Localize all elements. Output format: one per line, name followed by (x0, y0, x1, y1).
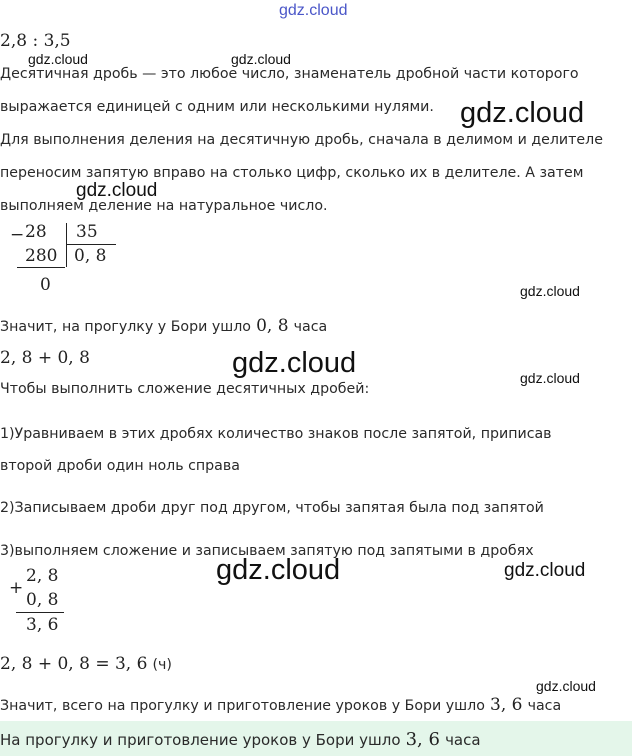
remainder: 0 (40, 275, 51, 295)
addition-intro: Чтобы выполнить сложение десятичных дробей: (0, 381, 370, 397)
addend-2: 0, 8 (26, 590, 59, 610)
watermark: gdz.cloud (231, 51, 291, 67)
divisor: 35 (76, 222, 98, 242)
watermark: gdz.cloud (536, 678, 596, 694)
watermark: gdz.cloud (520, 283, 580, 299)
conclusion-value: 0, 8 (256, 316, 289, 336)
quotient: 0, 8 (74, 246, 107, 266)
watermark: gdz.cloud (232, 347, 357, 379)
division-bracket-vertical (66, 223, 67, 267)
step-2: 2)Записываем дроби друг под другом, чтобы запятая была под запятой (0, 500, 544, 516)
answer-text (0, 729, 481, 750)
conclusion-walk-time (0, 316, 327, 336)
addition-expression: 2, 8 + 0, 8 (0, 348, 90, 368)
conclusion-prefix: Значит, на прогулку у Бори ушло (0, 319, 251, 335)
watermark: gdz.cloud (76, 180, 158, 201)
header-watermark: gdz.cloud (279, 2, 348, 19)
answer-value: 3, 6 (405, 729, 440, 750)
watermark: gdz.cloud (216, 554, 341, 586)
division-bracket-horizontal (66, 244, 116, 245)
method-line-3: выполняем деление на натуральное число. (0, 198, 328, 214)
answer-suffix: часа (445, 731, 481, 749)
result-unit: (ч) (152, 657, 172, 673)
watermark: gdz.cloud (460, 97, 585, 129)
subtraction-line (17, 267, 65, 268)
result-expression: 2, 8 + 0, 8 = 3, 6 (0, 654, 148, 674)
watermark: gdz.cloud (504, 560, 586, 581)
definition-line-1: Десятичная дробь — это любое число, знаменатель дробной части которого (0, 66, 579, 82)
minus-sign: − (10, 225, 25, 245)
watermark: gdz.cloud (520, 370, 580, 386)
sum: 3, 6 (26, 615, 59, 635)
conclusion-suffix: часа (527, 698, 562, 714)
conclusion-total-time (0, 695, 561, 715)
step-1-line-2: второй дроби один ноль справа (0, 458, 240, 474)
addend-1: 2, 8 (26, 566, 59, 586)
conclusion-suffix: часа (293, 319, 328, 335)
problem-expression: 2,8 : 3,5 (0, 31, 71, 51)
watermark: gdz.cloud (28, 51, 88, 67)
method-line-2: переносим запятую вправо на столько цифр, сколько их в делителе. А затем (0, 165, 584, 181)
plus-sign: + (9, 578, 24, 598)
subtrahend: 280 (25, 246, 58, 266)
dividend: 28 (25, 222, 47, 242)
sum-line (16, 612, 64, 613)
step-3: 3)выполняем сложение и записываем запятую под запятыми в дробях (0, 543, 534, 559)
method-line-1: Для выполнения деления на десятичную дробь, сначала в делимом и делителе (0, 132, 603, 148)
result-equation (0, 654, 172, 674)
conclusion-prefix: Значит, всего на прогулку и приготовление уроков у Бори ушло (0, 698, 485, 714)
definition-line-2: выражается единицей с одним или несколькими нулями. (0, 99, 434, 115)
step-1-line-1: 1)Уравниваем в этих дробях количество знаков после запятой, приписав (0, 426, 552, 442)
answer-prefix: На прогулку и приготовление уроков у Бори ушло (0, 731, 401, 749)
conclusion-value: 3, 6 (490, 695, 523, 715)
